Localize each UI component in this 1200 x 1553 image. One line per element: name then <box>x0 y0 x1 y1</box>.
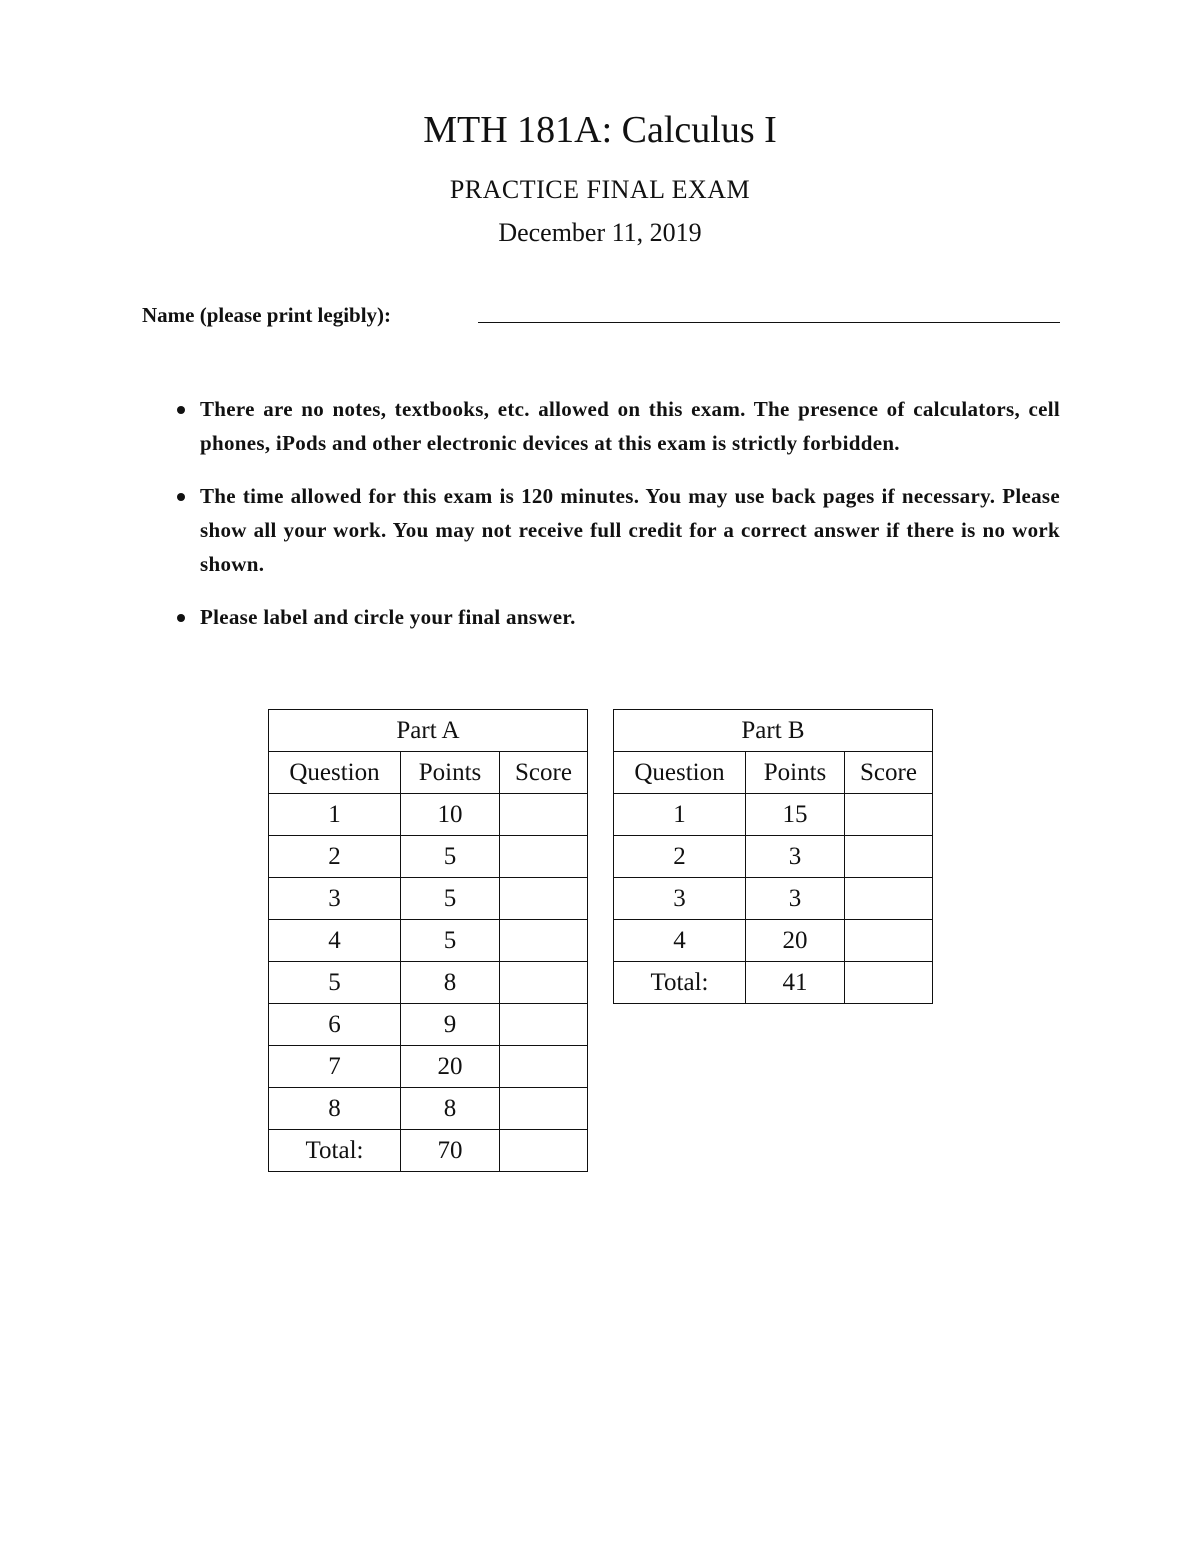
table-cell: 4 <box>269 920 401 962</box>
table-row <box>614 836 933 878</box>
column-header: Score <box>500 752 588 794</box>
part-a-score-table <box>268 709 588 1172</box>
table-row <box>269 1046 588 1088</box>
table-cell: 3 <box>269 878 401 920</box>
table-cell: 9 <box>401 1004 500 1046</box>
instruction-item: Please label and circle your final answer. <box>200 600 1060 634</box>
table-row <box>269 1088 588 1130</box>
table-cell: 41 <box>746 962 845 1004</box>
column-header: Question <box>614 752 746 794</box>
exam-date: December 11, 2019 <box>498 218 702 247</box>
table-row <box>269 1130 588 1172</box>
table-row <box>614 920 933 962</box>
table-row <box>269 920 588 962</box>
score-cell[interactable] <box>845 878 933 920</box>
score-cell[interactable] <box>500 1130 588 1172</box>
name-line <box>478 322 1060 323</box>
table-cell: 2 <box>269 836 401 878</box>
table-cell: 2 <box>614 836 746 878</box>
instruction-item: The time allowed for this exam is 120 minutes. You may use back pages if necessary. Please show all your work. You may not receive full credit for a correct answer if there is no work shown. <box>200 479 1060 581</box>
table-cell: Total: <box>269 1130 401 1172</box>
table-cell: 8 <box>401 962 500 1004</box>
table-row <box>269 836 588 878</box>
part-b-score-table <box>613 709 933 1004</box>
score-cell[interactable] <box>500 836 588 878</box>
score-cell[interactable] <box>500 878 588 920</box>
table-row <box>614 794 933 836</box>
table-row <box>614 962 933 1004</box>
table-cell: 7 <box>269 1046 401 1088</box>
column-header: Points <box>746 752 845 794</box>
instructions-list <box>200 392 1060 653</box>
table-cell: 20 <box>401 1046 500 1088</box>
score-cell[interactable] <box>500 920 588 962</box>
table-cell: 10 <box>401 794 500 836</box>
score-cell[interactable] <box>845 836 933 878</box>
score-cell[interactable] <box>845 920 933 962</box>
table-title: Part B <box>614 710 933 752</box>
table-cell: 3 <box>746 836 845 878</box>
table-row <box>269 878 588 920</box>
score-cell[interactable] <box>500 1004 588 1046</box>
table-title: Part A <box>269 710 588 752</box>
table-cell: Total: <box>614 962 746 1004</box>
table-row <box>269 794 588 836</box>
table-cell: 70 <box>401 1130 500 1172</box>
exam-subtitle: PRACTICE FINAL EXAM <box>449 175 751 204</box>
table-cell: 20 <box>746 920 845 962</box>
table-cell: 4 <box>614 920 746 962</box>
column-header: Points <box>401 752 500 794</box>
column-header: Question <box>269 752 401 794</box>
table-cell: 1 <box>269 794 401 836</box>
table-cell: 6 <box>269 1004 401 1046</box>
instruction-item: There are no notes, textbooks, etc. allowed on this exam. The presence of calculators, cell phones, iPods and other electronic devices at this exam is strictly forbidden. <box>200 392 1060 460</box>
name-label: Name (please print legibly): <box>142 303 392 327</box>
table-cell: 8 <box>269 1088 401 1130</box>
table-cell: 1 <box>614 794 746 836</box>
table-cell: 3 <box>614 878 746 920</box>
table-row <box>614 878 933 920</box>
score-cell[interactable] <box>500 962 588 1004</box>
table-header-row <box>269 752 588 794</box>
table-cell: 5 <box>401 878 500 920</box>
score-cell[interactable] <box>845 794 933 836</box>
table-cell: 3 <box>746 878 845 920</box>
table-row <box>269 962 588 1004</box>
table-cell: 15 <box>746 794 845 836</box>
table-cell: 8 <box>401 1088 500 1130</box>
table-row <box>269 1004 588 1046</box>
score-cell[interactable] <box>500 794 588 836</box>
table-cell: 5 <box>401 836 500 878</box>
score-cell[interactable] <box>500 1046 588 1088</box>
table-title-row <box>269 710 588 752</box>
table-cell: 5 <box>269 962 401 1004</box>
column-header: Score <box>845 752 933 794</box>
table-header-row <box>614 752 933 794</box>
exam-title: MTH 181A: Calculus I <box>423 109 777 151</box>
score-cell[interactable] <box>845 962 933 1004</box>
table-cell: 5 <box>401 920 500 962</box>
table-title-row <box>614 710 933 752</box>
score-cell[interactable] <box>500 1088 588 1130</box>
